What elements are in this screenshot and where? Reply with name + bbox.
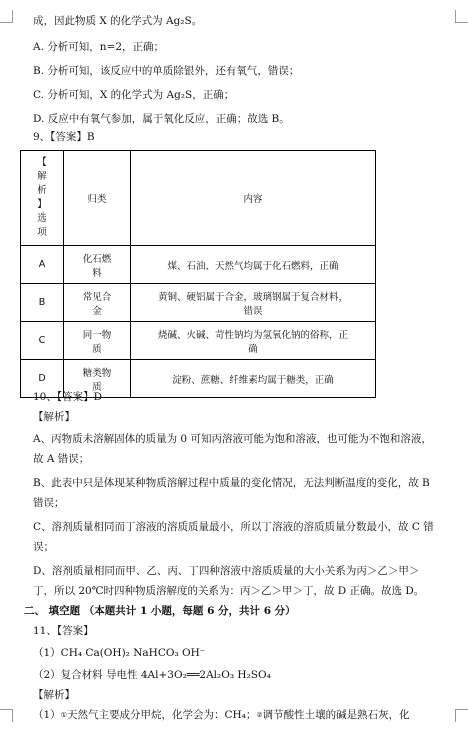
crop-mark-bottom-left	[0, 709, 13, 722]
table-cell: 煤、石油、天然气均属于化石燃料，正确	[131, 246, 376, 284]
text-line: C. 分析可知，X 的化学式为 Ag₂S，正确；	[33, 89, 235, 101]
question-9-answer: 9、【答案】B	[33, 131, 95, 143]
table-cell: B	[21, 284, 64, 322]
circled-two: ②	[256, 711, 263, 719]
section-heading: 二、 填空题 （本题共计 1 小题，每题 6 分，共计 6 分）	[24, 605, 296, 617]
text-line: D. 反应中有氧气参加，属于氧化反应，正确；故选 B。	[33, 113, 290, 125]
table-cell: D	[21, 360, 64, 398]
analysis-heading: 【解析】	[33, 411, 75, 423]
crop-mark-top-right	[455, 10, 468, 23]
table-header-row	[21, 151, 376, 246]
table-row	[21, 284, 376, 322]
table-cell: 糖类物 质	[64, 360, 131, 398]
circled-one: ①	[60, 711, 67, 719]
text-line: B、此表中只是体现某种物质溶解过程中质量的变化情况，无法判断温度的变化，故 B	[33, 477, 430, 489]
text-line: 误；	[33, 541, 54, 553]
table-cell: A	[21, 246, 64, 284]
crop-mark-bottom-right	[455, 709, 468, 722]
table-row	[21, 322, 376, 360]
table-cell: 烧碱、火碱、苛性钠均为氢氧化钠的俗称，正 确	[131, 322, 376, 360]
text-line: C、溶剂质量相同而丁溶液的溶质质量最小，所以丁溶液的溶质质量分数最小，故 C 错	[33, 521, 434, 533]
text-line: 故 A 错误；	[33, 453, 90, 465]
table-header-cell: 【 解 析 】 选 项	[21, 151, 64, 246]
table-cell: C	[21, 322, 64, 360]
question-11-answer: 11、【答案】	[33, 625, 94, 637]
answer-table	[20, 150, 376, 398]
answer-line-2: （2）复合材料 导电性 4Al+3O₂══2Al₂O₃ H₂SO₄	[33, 669, 271, 681]
question-10-answer: 10、【答案】D	[33, 391, 103, 403]
table-cell: 同一物 质	[64, 322, 131, 360]
table-cell: 化石燃 料	[64, 246, 131, 284]
text-line: 成，因此物质 X 的化学式为 Ag₂S。	[33, 15, 203, 27]
crop-mark-top-left	[0, 10, 13, 23]
table-header-cell: 归类	[64, 151, 131, 246]
analysis-heading: 【解析】	[33, 689, 75, 701]
text-line: 错误；	[33, 497, 65, 509]
table-cell: 黄铜、硬铝属于合金，玻璃钢属于复合材料， 错误	[131, 284, 376, 322]
table-row	[21, 246, 376, 284]
text-line: B. 分析可知，该反应中的单质除银外，还有氧气，错误；	[33, 65, 300, 77]
answer-line-1: （1）CH₄ Ca(OH)₂ NaHCO₃ OH⁻	[33, 647, 206, 659]
text-line: A、丙物质未溶解固体的质量为 0 可知丙溶液可能为饱和溶液，也可能为不饱和溶液，	[33, 433, 432, 445]
table-cell: 淀粉、蔗糖、纤维素均属于糖类，正确	[131, 360, 376, 398]
table-header-cell: 内容	[131, 151, 376, 246]
text-line: （1）①天然气主要成分甲烷，化学会为：CH₄；②调节酸性土壤的碱是熟石灰，化	[33, 709, 410, 721]
text-line: D、溶剂质量相同而甲、乙、丙、丁四种溶液中溶质质量的大小关系为丙＞乙＞甲＞	[33, 565, 420, 577]
text-line: 丁，所以 20℃时四种物质溶解度的关系为：丙＞乙＞甲＞丁，故 D 正确。故选 D。	[33, 585, 425, 597]
text-line: A. 分析可知，n=2，正确；	[33, 41, 164, 53]
table-cell: 常见合 金	[64, 284, 131, 322]
